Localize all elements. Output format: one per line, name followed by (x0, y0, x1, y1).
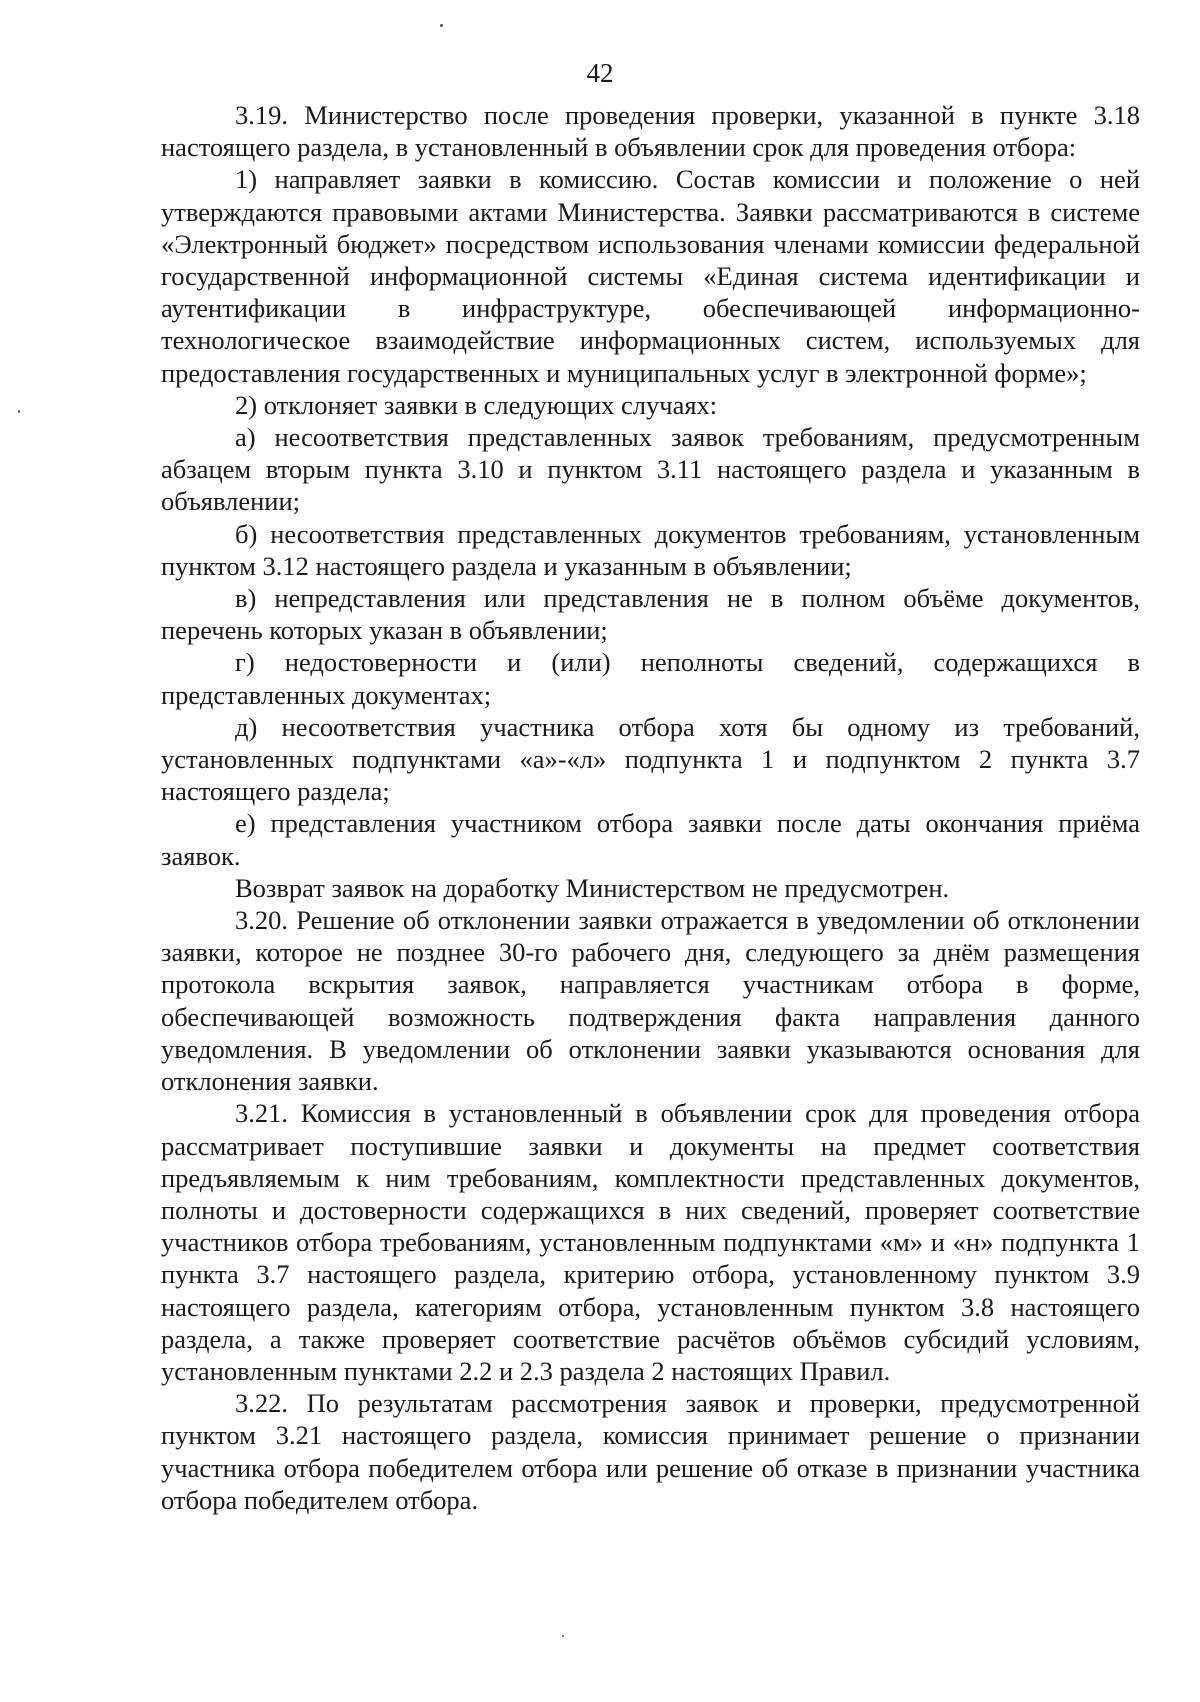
page-number: 42 (586, 58, 614, 88)
subitem-g: г) недостоверности и (или) неполноты сведений, содержащихся в представленных документах; (161, 647, 1140, 710)
paragraph-3-21: 3.21. Комиссия в установленный в объявлении срок для проведения отбора рассматривает поступившие заявки и документы на предмет соответствия предъявляемым к ним требованиям, комплектности представленных документов, полноты и достоверности содержащихся в них сведений, проверяет соответствие участников отбора требованиям, установленным подпунктами «м» и «н» подпункта 1 пункта 3.7 настоящего раздела, критерию отбора, установленному пунктом 3.9 настоящего раздела, категориям отбора, установленным пунктом 3.8 настоящего раздела, а также проверяет соответствие расчётов объёмов субсидий условиям, установленным пунктами 2.2 и 2.3 раздела 2 настоящих Правил. (161, 1098, 1140, 1386)
subitem-b: б) несоответствия представленных документов требованиям, установленным пунктом 3.12 настоящего раздела и указанным в объявлении; (161, 518, 1140, 581)
subitem-2: 2) отклоняет заявки в следующих случаях: (235, 389, 718, 420)
scan-speck (18, 410, 20, 413)
paragraph-3-22: 3.22. По результатам рассмотрения заявок и проверки, предусмотренной пунктом 3.21 настоящего раздела, комиссия принимает решение о признании участника отбора победителем отбора или решение об отказе в признании участника отбора победителем отбора. (161, 1388, 1140, 1515)
subitem-a: а) несоответствия представленных заявок требованиям, предусмотренным абзацем вторым пункта 3.10 и пунктом 3.11 настоящего раздела и указанным в объявлении; (161, 422, 1140, 517)
subitem-1: 1) направляет заявки в комиссию. Состав комиссии и положение о ней утверждаются правовыми актами Министерства. Заявки рассматриваются в системе «Электронный бюджет» посредством использования членами комиссии федеральной государственной информационной системы «Единая система идентификации и аутентификации в инфраструктуре, обеспечивающей информационно-технологическое взаимодействие информационных систем, используемых для предоставления государственных и муниципальных услуг в электронной форме»; (161, 164, 1140, 388)
subitem-v: в) непредставления или представления не в полном объёме документов, перечень которых указан в объявлении; (161, 583, 1140, 646)
scan-speck (440, 24, 443, 27)
paragraph-3-19: 3.19. Министерство после проведения проверки, указанной в пункте 3.18 настоящего раздела, в установленный в объявлении срок для проведения отбора: (161, 100, 1140, 163)
subitem-d: д) несоответствия участника отбора хотя бы одному из требований, установленных подпунктами «а»-«л» подпункта 1 и подпунктом 2 пункта 3.7 настоящего раздела; (161, 711, 1140, 807)
document-body (161, 99, 1140, 1516)
paragraph-3-20: 3.20. Решение об отклонении заявки отражается в уведомлении об отклонении заявки, которое не позднее 30-го рабочего дня, следующего за днём размещения протокола вскрытия заявок, направляется участникам отбора в форме, обеспечивающей возможность подтверждения факта направления данного уведомления. В уведомлении об отклонении заявки указываются основания для отклонения заявки. (161, 905, 1140, 1097)
return-note: Возврат заявок на доработку Министерством не предусмотрен. (235, 872, 950, 903)
subitem-e: е) представления участником отбора заявки после даты окончания приёма заявок. (161, 808, 1140, 871)
scan-speck (562, 1635, 564, 1637)
